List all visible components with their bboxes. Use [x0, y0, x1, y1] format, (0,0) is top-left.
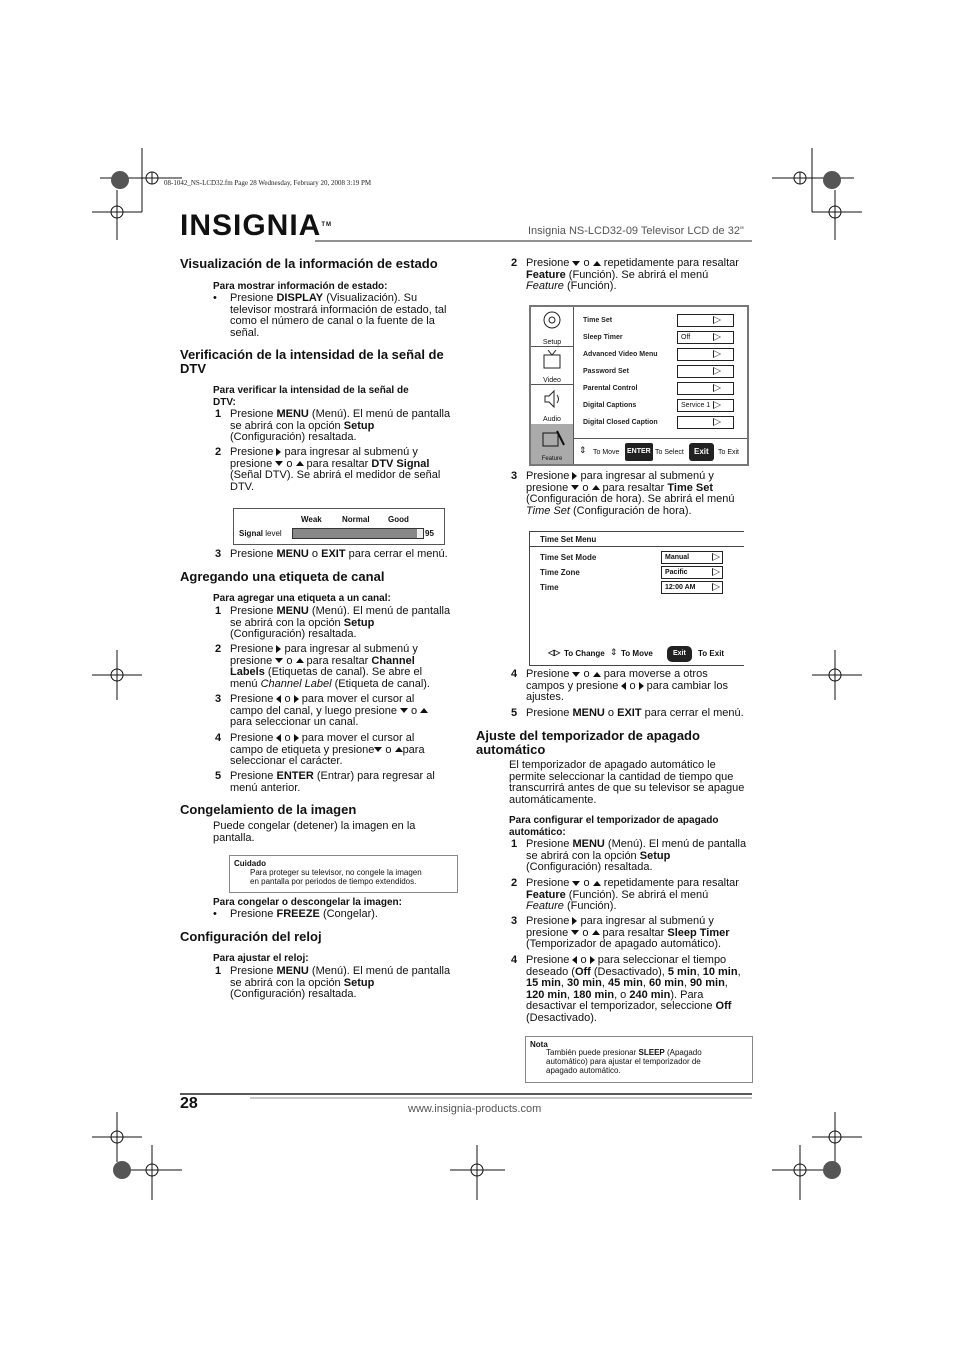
step-text: Presione o para mover el cursor al campo de etiqueta y presione o para seleccionar el carácter. [230, 732, 425, 767]
section-title-dtv: Verificación de la intensidad de la señal de DTV [180, 347, 444, 376]
step-text: Presione ENTER (Entrar) para regresar al menú anterior. [230, 770, 435, 794]
up-arrow-icon [420, 708, 428, 713]
feature-menu-value[interactable] [677, 314, 734, 327]
step-text: Presione para ingresar al submenú y presione o para resaltar Time Set (Configuración de hora). Se abrirá el menú Time Set (Configuración de hora). [526, 470, 735, 517]
footer-url[interactable]: www.insignia-products.com [408, 1103, 542, 1115]
step-number: 4 [511, 668, 518, 680]
right-triangle-icon [713, 384, 721, 392]
tab-feature[interactable]: Feature [531, 424, 573, 464]
right-triangle-icon [713, 333, 721, 341]
feature-menu-value[interactable] [677, 365, 734, 378]
subheading: Para mostrar información de estado: [213, 281, 388, 292]
time-nav: ◁▷ To Change ⇕ To Move Exit To Exit [530, 644, 744, 664]
section-title-status: Visualización de la información de estado [180, 256, 438, 271]
page-number: 28 [180, 1095, 198, 1112]
meter-fill [293, 529, 417, 538]
feature-menu-value[interactable] [677, 416, 734, 429]
step-number: 2 [215, 446, 222, 458]
step-number: 3 [215, 693, 222, 705]
step-number: 2 [215, 643, 222, 655]
right-triangle-icon [713, 367, 721, 375]
exit-key-icon: Exit [667, 646, 692, 662]
step-text: Presione MENU (Menú). El menú de pantalla se abrirá con la opción Setup (Configuración) resaltada. [526, 838, 747, 873]
time-set-menu [529, 531, 744, 666]
time-menu-item[interactable]: Time [540, 583, 559, 592]
time-menu-value[interactable] [661, 551, 723, 564]
feature-menu-item[interactable]: Parental Control [583, 385, 638, 392]
step-text: Presione o repetidamente para resaltar Feature (Función). Se abrirá el menú Feature (Función). [526, 257, 739, 292]
brand-logo: INSIGNIA™ [180, 209, 333, 242]
step-text: Presione MENU (Menú). El menú de pantalla se abrirá con la opción Setup (Configuración) resaltada. [230, 965, 451, 1000]
step-number: 5 [215, 770, 222, 782]
right-triangle-icon [713, 401, 721, 409]
paragraph: Presione FREEZE (Congelar). [230, 908, 378, 920]
feature-menu-value-text: Service 1 [681, 402, 711, 409]
time-menu-item[interactable]: Time Zone [540, 568, 580, 577]
up-arrow-icon [395, 747, 403, 752]
bullet: • [213, 292, 217, 304]
step-text: Presione para ingresar al submenú y presione o para resaltar DTV Signal (Señal DTV). Se abrirá el medidor de señal DTV. [230, 446, 441, 493]
feature-menu-item[interactable]: Advanced Video Menu [583, 351, 658, 358]
step-number: 1 [511, 838, 518, 850]
step-text: Presione para ingresar al submenú y presione o para resaltar Channel Labels (Etiquetas de canal). Se abre el menú Channel Label (Etiqueta de canal). [230, 643, 430, 690]
right-triangle-icon [713, 350, 721, 358]
enter-key-icon: ENTER [625, 443, 653, 461]
time-menu-value-text: 12:00 AM [665, 584, 696, 591]
up-arrow-icon [592, 930, 600, 935]
updown-icon: ⇕ [579, 445, 587, 455]
up-arrow-icon [593, 261, 601, 266]
step-text: Presione o para mover el cursor al campo del canal, y luego presione o para seleccionar un canal. [230, 694, 465, 729]
up-arrow-icon [296, 461, 304, 466]
feature-menu-value[interactable] [677, 382, 734, 395]
step-text: Presione o repetidamente para resaltar Feature (Función). Se abrirá el menú Feature (Función). [526, 877, 739, 912]
header-title: Insignia NS-LCD32-09 Televisor LCD de 32" [528, 225, 744, 237]
meter-good-label: Good [388, 515, 409, 524]
step-number: 3 [511, 470, 518, 482]
step-number: 1 [215, 965, 222, 977]
speaker-icon [543, 388, 563, 410]
feature-icon [541, 427, 565, 449]
step-number: 3 [511, 915, 518, 927]
step-number: 2 [511, 877, 518, 889]
step-number: 4 [215, 732, 222, 744]
time-menu-item[interactable]: Time Set Mode [540, 553, 597, 562]
step-number: 5 [511, 707, 518, 719]
note-title: Nota [530, 1040, 548, 1049]
right-triangle-icon [712, 568, 720, 576]
paragraph: El temporizador de apagado automático le permite seleccionar la cantidad de tiempo que transcurrirá antes de que su televisor se apague automáticamente. [509, 759, 745, 806]
leftright-icon: ◁▷ [548, 648, 561, 657]
up-arrow-icon [296, 658, 304, 663]
step-text: Presione MENU (Menú). El menú de pantalla se abrirá con la opción Setup (Configuración) resaltada. [230, 408, 451, 443]
step-text: Presione MENU o EXIT para cerrar el menú. [230, 548, 448, 560]
feature-menu-item[interactable]: Sleep Timer [583, 334, 623, 341]
caution-box [229, 855, 458, 893]
subheading: Para ajustar el reloj: [213, 953, 309, 964]
caution-text: Para proteger su televisor, no congele la imagen en pantalla por periodos de tiempo extendidos. [250, 868, 422, 886]
subheading: Para agregar una etiqueta a un canal: [213, 593, 391, 604]
time-menu-title: Time Set Menu [540, 535, 597, 544]
feature-menu-value[interactable] [677, 399, 734, 412]
paragraph: Presione DISPLAY (Visualización). Su televisor mostrará información de estado, tal como el número de canal o la fuente de la señal. [230, 292, 447, 339]
print-meta: 08-1042_NS-LCD32.fm Page 28 Wednesday, February 20, 2008 3:19 PM [164, 179, 372, 187]
time-menu-value[interactable] [661, 581, 723, 594]
down-arrow-icon [400, 708, 408, 713]
feature-menu-value[interactable] [677, 348, 734, 361]
feature-nav: ⇕ To Move ENTER To Select Exit To Exit [573, 438, 747, 465]
time-menu-header [530, 532, 744, 547]
meter-weak-label: Weak [301, 515, 322, 524]
tab-audio[interactable]: Audio [531, 384, 573, 425]
step-number: 4 [511, 954, 518, 966]
right-triangle-icon [712, 583, 720, 591]
step-number: 1 [215, 605, 222, 617]
up-arrow-icon [593, 881, 601, 886]
exit-key-icon: Exit [689, 443, 714, 461]
meter-normal-label: Normal [342, 515, 370, 524]
time-menu-value[interactable] [661, 566, 723, 579]
section-title-sleep: Ajuste del temporizador de apagado automático [476, 728, 700, 757]
up-arrow-icon [593, 672, 601, 677]
step-text: Presione MENU (Menú). El menú de pantalla se abrirá con la opción Setup (Configuración) resaltada. [230, 605, 451, 640]
signal-meter [233, 508, 445, 545]
feature-menu-item[interactable]: Digital Closed Caption [583, 419, 658, 426]
step-number: 1 [215, 408, 222, 420]
step-number: 2 [511, 257, 518, 269]
time-menu-value-text: Pacific [665, 569, 688, 576]
step-text: Presione o para moverse a otros campos y presione o para cambiar los ajustes. [526, 668, 728, 703]
step-text: Presione para ingresar al submenú y presione o para resaltar Sleep Timer (Temporizador de apagado automático). [526, 915, 730, 950]
section-title-freeze: Congelamiento de la imagen [180, 802, 357, 817]
paragraph: Puede congelar (detener) la imagen en la pantalla. [213, 820, 416, 844]
step-text: Presione MENU o EXIT para cerrar el menú. [526, 707, 744, 719]
step-text: Presione o para seleccionar el tiempo deseado (Off (Desactivado), 5 min, 10 min, 15 min, 30 min, 45 min, 60 min, 90 min, 120 min, 180 min, o 240 min). Para desactivar el temporizador, seleccione Off (Desactivado). [526, 954, 741, 1024]
feature-menu-item[interactable]: Digital Captions [583, 402, 637, 409]
setup-icon [543, 311, 561, 331]
subheading: Para congelar o descongelar la imagen: [213, 897, 402, 908]
meter-value: 95 [425, 529, 434, 538]
subheading: Para verificar la intensidad de la señal de DTV: [213, 385, 409, 408]
feature-menu [529, 305, 749, 466]
updown-icon: ⇕ [610, 647, 618, 657]
caution-title: Cuidado [234, 859, 266, 868]
tv-icon [543, 350, 561, 370]
note-text: También puede presionar SLEEP (Apagado automático) para ajustar el temporizador de apagado automático. [546, 1048, 702, 1075]
meter-track [292, 528, 424, 539]
note-box [525, 1036, 753, 1083]
time-menu-value-text: Manual [665, 554, 690, 561]
feature-menu-item[interactable]: Time Set [583, 317, 613, 324]
tab-setup[interactable]: Setup [531, 307, 573, 347]
feature-menu-value-text: Off [681, 334, 691, 341]
section-title-clock: Configuración del reloj [180, 929, 322, 944]
right-triangle-icon [713, 316, 721, 324]
up-arrow-icon [592, 485, 600, 490]
right-triangle-icon [712, 553, 720, 561]
section-title-label: Agregando una etiqueta de canal [180, 569, 385, 584]
subheading: Para configurar el temporizador de apagado automático: [509, 815, 719, 838]
bullet: • [213, 908, 217, 920]
meter-label: Signal level [239, 529, 282, 538]
feature-menu-value[interactable] [677, 331, 734, 344]
step-number: 3 [215, 548, 222, 560]
right-triangle-icon [713, 418, 721, 426]
feature-menu-item[interactable]: Password Set [583, 368, 629, 375]
tab-video[interactable]: Video [531, 346, 573, 385]
menu-tabs [531, 307, 574, 464]
